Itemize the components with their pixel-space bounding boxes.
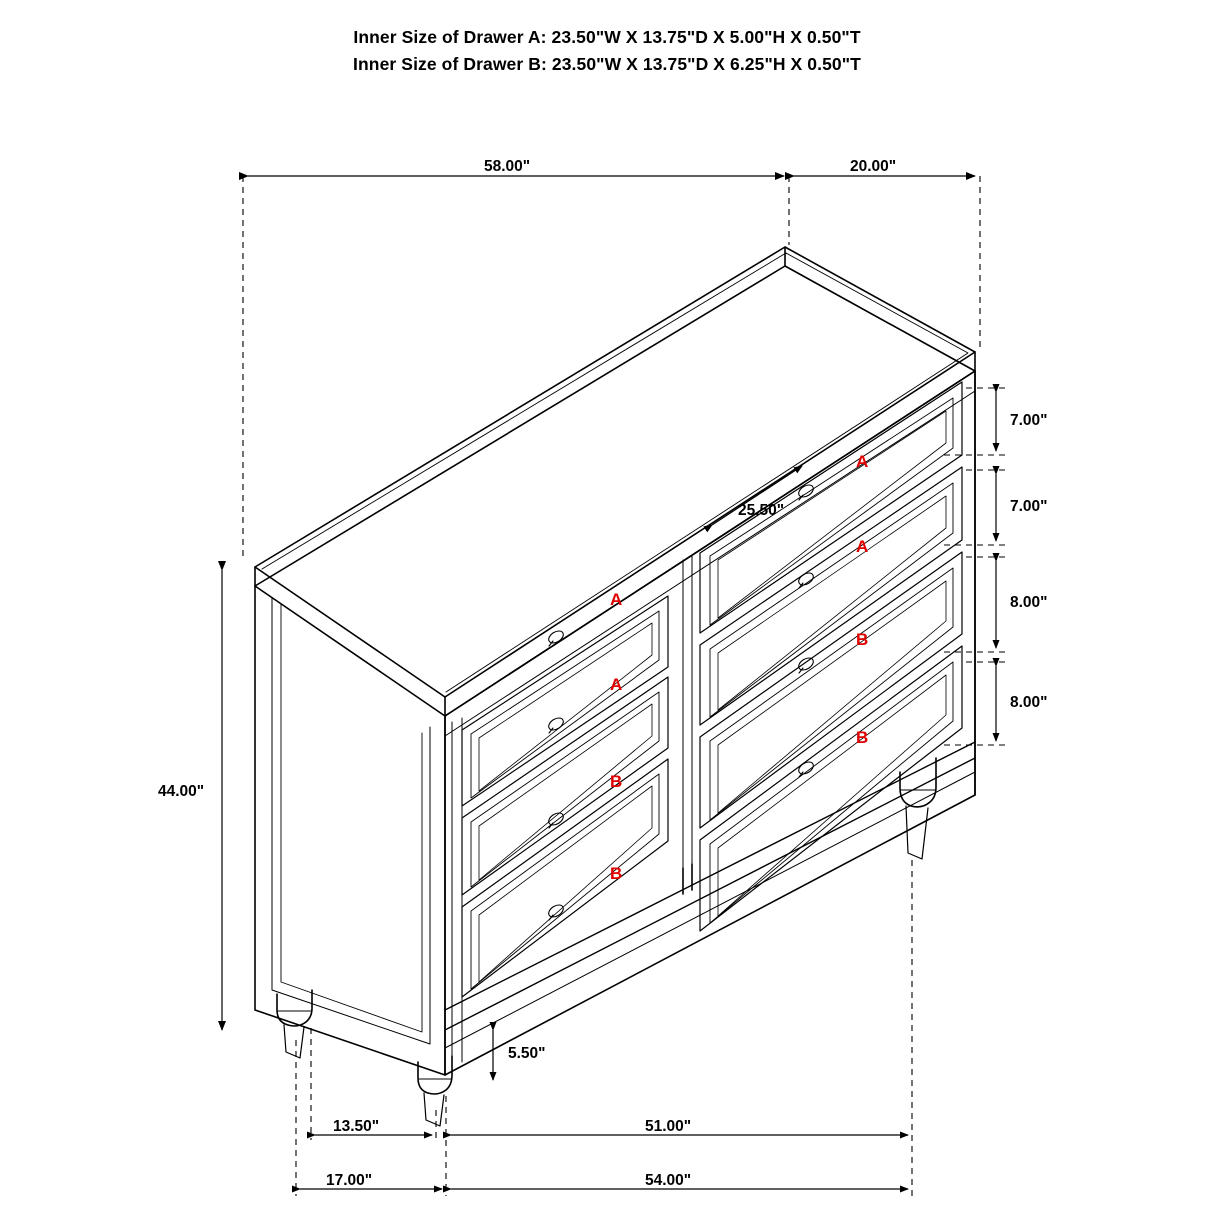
- drawer-label-left-3: B: [610, 772, 623, 791]
- drawer-label-right-4: B: [856, 728, 869, 747]
- dim-overall-height: 44.00": [158, 783, 205, 800]
- dim-top-width: 58.00": [484, 158, 531, 175]
- drawer-label-right-2: A: [856, 537, 869, 556]
- drawer-a-spec: Inner Size of Drawer A: 23.50"W X 13.75"D X 5.00"H X 0.50"T: [353, 27, 861, 47]
- dim-right-1: 7.00": [1010, 412, 1048, 429]
- dim-side-depth: 17.00": [326, 1172, 373, 1189]
- dim-front-outer-width: 54.00": [645, 1172, 692, 1189]
- drawer-label-right-3: B: [856, 630, 869, 649]
- drawer-label-left-1: A: [610, 590, 623, 609]
- dim-top-depth: 20.00": [850, 158, 897, 175]
- dim-right-3: 8.00": [1010, 594, 1048, 611]
- drawer-label-left-2: A: [610, 675, 623, 694]
- dim-right-2: 7.00": [1010, 498, 1048, 515]
- drawer-b-spec: Inner Size of Drawer B: 23.50"W X 13.75"D X 6.25"H X 0.50"T: [353, 54, 861, 74]
- dim-right-4: 8.00": [1010, 694, 1048, 711]
- drawer-label-left-4: B: [610, 864, 623, 883]
- dim-foot-depth: 13.50": [333, 1118, 380, 1135]
- dim-base-height: 5.50": [508, 1045, 546, 1062]
- drawer-label-right-1: A: [856, 452, 869, 471]
- dim-drawer-face-width: 25.50": [738, 502, 785, 519]
- dim-front-inner-width: 51.00": [645, 1118, 692, 1135]
